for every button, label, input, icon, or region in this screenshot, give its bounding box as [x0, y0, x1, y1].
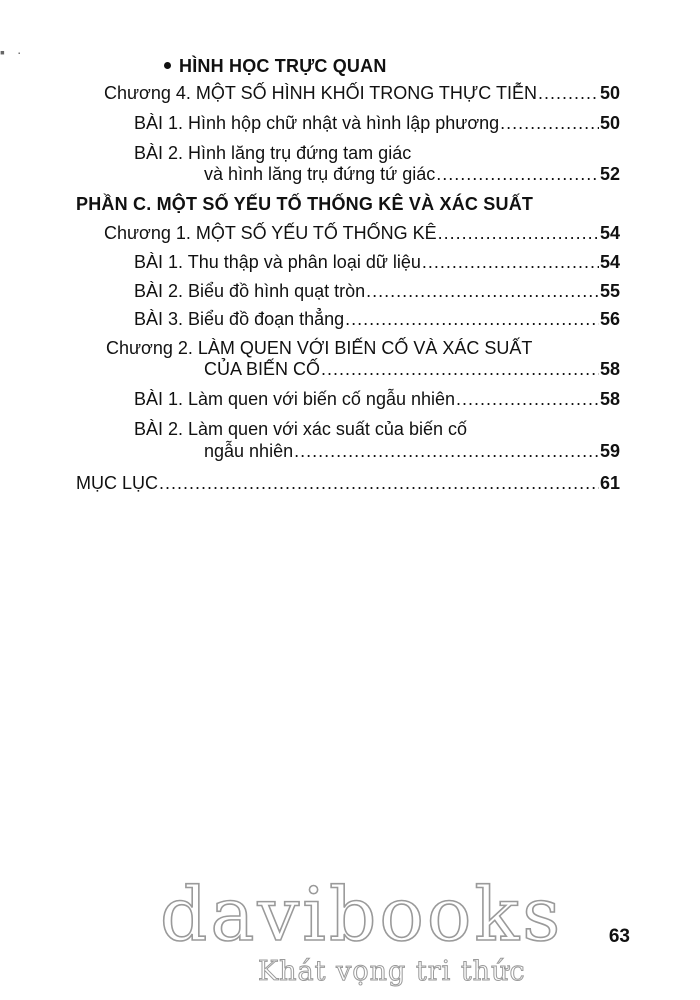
toc-entry-label: MỤC LỤC	[76, 473, 159, 493]
toc-entry-page: 50	[599, 83, 620, 103]
toc-entry-page: 55	[599, 281, 620, 301]
dot-leader	[159, 472, 599, 494]
dot-leader	[436, 163, 599, 185]
bullet-icon	[164, 62, 171, 69]
toc-entry-chapter-4	[104, 82, 620, 104]
toc-entry-lesson	[134, 308, 620, 330]
toc-entry-page: 54	[599, 252, 620, 272]
toc-entry-page: 58	[599, 389, 620, 409]
toc-entry-label: BÀI 2. Biểu đồ hình quạt tròn	[134, 281, 366, 301]
dot-leader	[321, 358, 599, 380]
toc-subsection-heading: HÌNH HỌC TRỰC QUAN	[164, 56, 387, 77]
toc-entry-label-line1: Chương 2. LÀM QUEN VỚI BIẾN CỐ VÀ XÁC SUẤT	[106, 338, 533, 358]
toc-entry-page: 59	[599, 441, 620, 461]
page-number: 63	[608, 926, 630, 947]
watermark-logo	[160, 872, 564, 992]
toc-entry-label: và hình lăng trụ đứng tứ giác	[204, 164, 436, 184]
toc-entry-label: Chương 1. MỘT SỐ YẾU TỐ THỐNG KÊ	[104, 223, 437, 243]
toc-entry-index	[76, 472, 620, 494]
dot-leader	[500, 112, 599, 134]
dot-leader	[438, 222, 599, 244]
toc-entry-lesson	[204, 163, 620, 185]
watermark-slogan: Khát vọng tri thức	[258, 956, 526, 987]
toc-entry-page: 61	[599, 473, 620, 493]
toc-entry-label: BÀI 3. Biểu đồ đoạn thẳng	[134, 309, 345, 329]
toc-entry-chapter-2	[204, 358, 620, 380]
dot-leader	[345, 308, 599, 330]
toc-entry-lesson	[134, 388, 620, 410]
toc-entry-chapter-1	[104, 222, 620, 244]
toc-entry-label: CỦA BIẾN CỐ	[204, 359, 321, 379]
toc-entry-page: 56	[599, 309, 620, 329]
toc-entry-label: BÀI 1. Hình hộp chữ nhật và hình lập phương	[134, 113, 500, 133]
dot-leader	[456, 388, 599, 410]
toc-entry-lesson	[134, 280, 620, 302]
toc-entry-lesson	[204, 440, 620, 462]
toc-entry-lesson	[134, 112, 620, 134]
toc-entry-label: BÀI 1. Thu thập và phân loại dữ liệu	[134, 252, 421, 272]
watermark-brand-name: davibooks	[160, 872, 564, 958]
toc-entry-page: 52	[599, 164, 620, 184]
dot-leader	[422, 251, 599, 273]
toc-entry-label: BÀI 1. Làm quen với biến cố ngẫu nhiên	[134, 389, 456, 409]
toc-entry-lesson	[134, 251, 620, 273]
toc-entry-label: ngẫu nhiên	[204, 441, 294, 461]
toc-entry-label: Chương 4. MỘT SỐ HÌNH KHỐI TRONG THỰC TIỄN	[104, 83, 537, 103]
scan-mark: ▪ ·	[0, 44, 26, 60]
toc-entry-label-line1: BÀI 2. Hình lăng trụ đứng tam giác	[134, 143, 412, 163]
toc-part-heading: PHẦN C. MỘT SỐ YẾU TỐ THỐNG KÊ VÀ XÁC SUẤT	[76, 194, 534, 214]
toc-entry-page: 58	[599, 359, 620, 379]
dot-leader	[538, 82, 599, 104]
toc-entry-page: 50	[599, 113, 620, 133]
toc-entry-page: 54	[599, 223, 620, 243]
dot-leader	[366, 280, 599, 302]
toc-entry-label-line1: BÀI 2. Làm quen với xác suất của biến cố	[134, 419, 467, 439]
dot-leader	[294, 440, 599, 462]
